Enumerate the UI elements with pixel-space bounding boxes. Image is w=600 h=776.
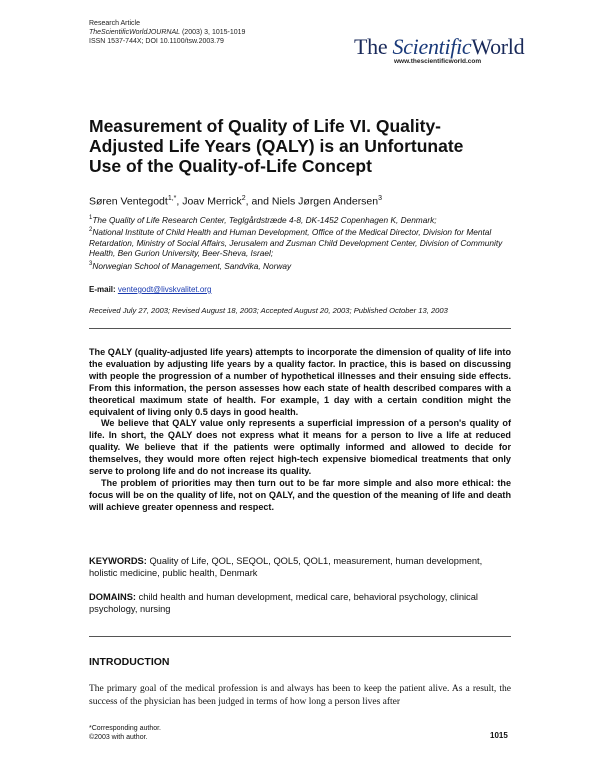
author-list: Søren Ventegodt$^{1,*}$, Joav Merrick$^2$, and Niels Jørgen Andersen$^3$	[89, 195, 383, 208]
abstract-paragraph: The problem of priorities may then turn out to be far more simple and also more ethical: the focus will be on the quality of life, not on QALY, and the question of the meaning of life and death will achieve greater openness and respect.	[89, 477, 511, 512]
page-number: 1015	[490, 731, 508, 740]
article-type: Research Article	[89, 20, 140, 27]
abstract-paragraph: The QALY (quality-adjusted life years) attempts to incorporate the dimension of quality of life into the evaluation by adjusting life years by a quality factor. In practice, this is based on discussing with people the progression of a number of hypothetical illnesses and their ensuing side effects. From this information, the person assesses how each state of health described compares with a theoretical maximum state of health. For example, 1 day with a certain condition might the equivalent of living only 0.5 days in good health.	[89, 347, 511, 417]
domains: DOMAINS: child health and human development, medical care, behavioral psychology, clinical psychology, nursing	[89, 592, 478, 614]
paper-title: Measurement of Quality of Life VI. Quality-Adjusted Life Years (QALY) is an Unfortunate Use of the Quality-of-Life Concept	[89, 116, 464, 176]
email-line	[89, 285, 211, 294]
journal-name: TheScientificWorldJOURNAL	[89, 29, 181, 36]
keywords-label: KEYWORDS:	[89, 556, 147, 566]
logo-wordmark: The ScientificWorld	[354, 34, 525, 59]
abstract-paragraph: We believe that QALY value only represents a superficial impression of a person's quality of life. In short, the QALY does not express what it means for a person to live a life at reduced quality. We believe that if the patients were optimally informed and allowed to decide for themselves, they would more often reject high-tech expensive biomedical treatments that only serve to prolong life and do not increase its quality.	[89, 418, 511, 477]
journal-logo	[354, 34, 525, 74]
body-text: The primary goal of the medical profession is and always has been to keep the patient alive. As a result, the success of the physician has been judged in terms of how long a person lives after	[89, 684, 511, 707]
affiliations	[89, 213, 509, 271]
section-heading: INTRODUCTION	[89, 656, 170, 668]
divider	[89, 328, 511, 329]
publication-dates: Received July 27, 2003; Revised August 18, 2003; Accepted August 20, 2003; Published October 13, 2003	[89, 306, 448, 315]
abstract	[89, 347, 511, 514]
journal-citation: TheScientificWorldJOURNAL (2003) 3, 1015-1019	[89, 29, 246, 36]
keywords: KEYWORDS: Quality of Life, QOL, SEQOL, QOL5, QOL1, measurement, human development, holistic medicine, public health, Denmark	[89, 556, 483, 578]
affiliation-2: $^2$National Institute of Child Health and Human Development, Office of the Medical Director, Division for Mental Retardation, Ministry of Social Affairs, Jerusalem and Zusman Child Development Center, Division of Community Health, Ben Gurion University, Beer-Sheva, Israel;	[89, 227, 503, 259]
logo-url: www.thescientificworld.com	[394, 58, 482, 65]
email-label: E-mail:	[89, 285, 116, 294]
domains-label: DOMAINS:	[89, 592, 136, 602]
journal-header	[89, 19, 245, 46]
affiliation-3: $^3$Norwegian School of Management, Sandvika, Norway	[89, 260, 292, 271]
divider	[89, 636, 511, 637]
email-link[interactable]: ventegodt@livskvalitet.org	[117, 285, 212, 294]
footnote: *Corresponding author. ©2003 with author.	[89, 725, 161, 741]
issn-doi: ISSN 1537-744X; DOI 10.1100/tsw.2003.79	[89, 38, 224, 45]
affiliation-1: $^1$The Quality of Life Research Center, Teglgårdstræde 4-8, DK-1452 Copenhagen K, Denmark;	[89, 214, 437, 225]
